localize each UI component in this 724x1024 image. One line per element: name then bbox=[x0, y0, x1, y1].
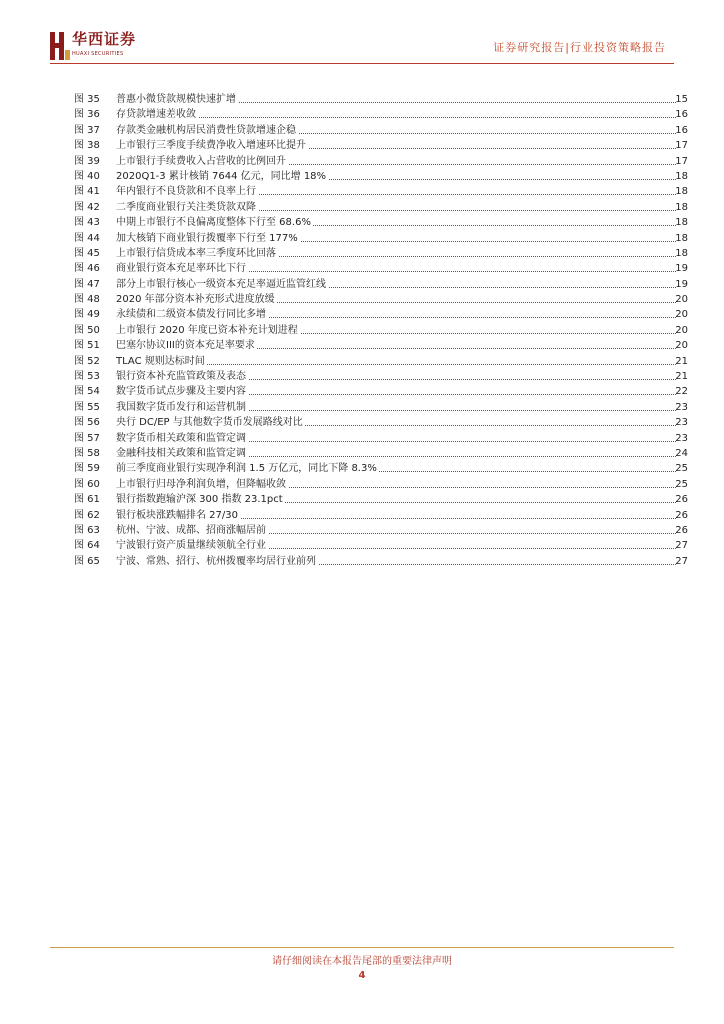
toc-entry[interactable] bbox=[74, 384, 688, 399]
toc-entry[interactable] bbox=[74, 261, 688, 276]
toc-figure-title-text: 二季度商业银行关注类贷款双降 bbox=[116, 201, 256, 213]
toc-figure-title-text: 上市银行信贷成本率三季度环比回落 bbox=[116, 247, 276, 259]
toc-figure-title bbox=[116, 354, 666, 369]
toc-figure-title bbox=[116, 246, 666, 261]
toc-figure-title bbox=[116, 338, 666, 353]
toc-entry[interactable] bbox=[74, 107, 688, 122]
toc-figure-title bbox=[116, 384, 666, 399]
toc-figure-title bbox=[116, 138, 666, 153]
toc-figure-title-text: 数字货币相关政策和监管定调 bbox=[116, 432, 246, 444]
toc-page-number: 26 bbox=[675, 524, 688, 536]
toc-figure-number: 图 38 bbox=[74, 140, 100, 152]
toc-figure-title bbox=[116, 307, 666, 322]
toc-figure-title-text: 上市银行手续费收入占营收的比例回升 bbox=[116, 155, 286, 167]
toc-entry[interactable] bbox=[74, 538, 688, 553]
toc-figure-title-text: 存贷款增速差收敛 bbox=[116, 109, 196, 121]
toc-entry[interactable] bbox=[74, 138, 688, 153]
toc-page-number: 20 bbox=[675, 309, 688, 321]
toc-page-number: 21 bbox=[675, 371, 688, 383]
toc-figure-title-text: 上市银行 2020 年度已资本补充计划进程 bbox=[116, 324, 298, 336]
toc-page-number: 27 bbox=[675, 555, 688, 567]
toc-page-number: 20 bbox=[675, 324, 688, 336]
toc-figure-title bbox=[116, 492, 666, 507]
toc-figure-title bbox=[116, 323, 666, 338]
toc-entry[interactable] bbox=[74, 369, 688, 384]
toc-figure-number: 图 62 bbox=[74, 509, 100, 521]
toc-figure-title-text: TLAC 规则达标时间 bbox=[116, 355, 205, 367]
toc-figure-title bbox=[116, 154, 666, 169]
toc-figure-title-text: 存款类金融机构居民消费性贷款增速企稳 bbox=[116, 124, 296, 136]
toc-figure-number: 图 58 bbox=[74, 447, 100, 459]
toc-entry[interactable] bbox=[74, 123, 688, 138]
toc-page-number: 21 bbox=[675, 355, 688, 367]
toc-entry[interactable] bbox=[74, 354, 688, 369]
toc-page-number: 23 bbox=[675, 417, 688, 429]
toc-figure-number: 图 37 bbox=[74, 124, 100, 136]
toc-figure-number: 图 45 bbox=[74, 247, 100, 259]
toc-figure-title bbox=[116, 107, 666, 122]
toc-figure-number: 图 63 bbox=[74, 524, 100, 536]
toc-figure-title-text: 宁波银行资产质量继续领航全行业 bbox=[116, 540, 266, 552]
toc-figure-title-text: 普惠小微贷款规模快速扩增 bbox=[116, 94, 236, 105]
toc-entry[interactable] bbox=[74, 307, 688, 322]
toc-figure-title-text: 永续债和二级资本债发行同比多增 bbox=[116, 309, 266, 321]
toc-page-number: 22 bbox=[675, 386, 688, 398]
toc-entry[interactable] bbox=[74, 323, 688, 338]
toc-entry[interactable] bbox=[74, 523, 688, 538]
legal-disclaimer: 请仔细阅读在本报告尾部的重要法律声明 bbox=[272, 956, 452, 967]
toc-entry[interactable] bbox=[74, 338, 688, 353]
toc-page-number: 20 bbox=[675, 294, 688, 306]
toc-figure-title-text: 前三季度商业银行实现净利润 1.5 万亿元，同比下降 8.3% bbox=[116, 463, 377, 475]
toc-page-number: 23 bbox=[675, 432, 688, 444]
toc-entry[interactable] bbox=[74, 400, 688, 415]
toc-figure-title bbox=[116, 554, 666, 569]
toc-figure-number: 图 65 bbox=[74, 555, 100, 567]
toc-figure-title bbox=[116, 538, 666, 553]
toc-page-number: 17 bbox=[675, 155, 688, 167]
toc-figure-title-text: 商业银行资本充足率环比下行 bbox=[116, 263, 246, 275]
toc-figure-title bbox=[116, 477, 666, 492]
toc-figure-title bbox=[116, 92, 666, 107]
toc-page-number: 23 bbox=[675, 401, 688, 413]
toc-figure-title-text: 巴塞尔协议III的资本充足率要求 bbox=[116, 340, 255, 352]
toc-entry[interactable] bbox=[74, 431, 688, 446]
toc-figure-number: 图 48 bbox=[74, 294, 100, 306]
toc-page-number: 15 bbox=[675, 94, 688, 105]
toc-page-number: 18 bbox=[675, 186, 688, 198]
toc-entry[interactable] bbox=[74, 92, 688, 107]
toc-figure-title bbox=[116, 184, 666, 199]
toc-page-number: 18 bbox=[675, 201, 688, 213]
toc-figure-title bbox=[116, 446, 666, 461]
toc-figure-number: 图 41 bbox=[74, 186, 100, 198]
toc-page-number: 27 bbox=[675, 540, 688, 552]
toc-figure-title bbox=[116, 231, 666, 246]
toc-figure-title-text: 上市银行三季度手续费净收入增速环比提升 bbox=[116, 140, 306, 152]
toc-figure-number: 图 55 bbox=[74, 401, 100, 413]
toc-figure-title-text: 上市银行归母净利润负增，但降幅收敛 bbox=[116, 478, 286, 490]
toc-page-number: 18 bbox=[675, 232, 688, 244]
toc-page-number: 18 bbox=[675, 170, 688, 182]
logo-chinese-name: 华西证券 bbox=[72, 30, 137, 48]
toc-entry[interactable] bbox=[74, 461, 688, 476]
toc-entry[interactable] bbox=[74, 169, 688, 184]
toc-page-number: 25 bbox=[675, 478, 688, 490]
page-header bbox=[0, 0, 724, 70]
toc-entry[interactable] bbox=[74, 154, 688, 169]
toc-page-number: 26 bbox=[675, 509, 688, 521]
toc-figure-number: 图 50 bbox=[74, 324, 100, 336]
toc-figure-number: 图 53 bbox=[74, 371, 100, 383]
toc-page-number: 26 bbox=[675, 494, 688, 506]
huaxi-logo-icon bbox=[50, 30, 70, 62]
toc-figure-title-text: 我国数字货币发行和运营机制 bbox=[116, 401, 246, 413]
toc-figure-title bbox=[116, 261, 666, 276]
toc-figure-title bbox=[116, 292, 666, 307]
toc-page-number: 16 bbox=[675, 124, 688, 136]
toc-figure-number: 图 57 bbox=[74, 432, 100, 444]
toc-page-number: 25 bbox=[675, 463, 688, 475]
toc-page-number: 24 bbox=[675, 447, 688, 459]
toc-figure-title-text: 中期上市银行不良偏离度整体下行至 68.6% bbox=[116, 217, 311, 229]
toc-figure-title-text: 2020 年部分资本补充形式进度放缓 bbox=[116, 294, 275, 306]
toc-entry[interactable] bbox=[74, 415, 688, 430]
toc-page-number: 16 bbox=[675, 109, 688, 121]
toc-figure-title bbox=[116, 523, 666, 538]
toc-figure-number: 图 49 bbox=[74, 309, 100, 321]
toc-figure-number: 图 42 bbox=[74, 201, 100, 213]
toc-page-number: 18 bbox=[675, 247, 688, 259]
toc-figure-number: 图 40 bbox=[74, 170, 100, 182]
logo-english-name: HUAXI SECURITIES bbox=[72, 51, 124, 57]
toc-figure-title bbox=[116, 415, 666, 430]
toc-figure-title-text: 银行指数跑输沪深 300 指数 23.1pct bbox=[116, 494, 283, 506]
toc-figure-number: 图 46 bbox=[74, 263, 100, 275]
toc-page-number: 17 bbox=[675, 140, 688, 152]
toc-figure-title bbox=[116, 461, 666, 476]
toc-entry[interactable] bbox=[74, 231, 688, 246]
toc-figure-number: 图 47 bbox=[74, 278, 100, 290]
toc-entry[interactable] bbox=[74, 492, 688, 507]
footer-divider bbox=[50, 947, 674, 948]
header-divider bbox=[50, 63, 674, 64]
toc-figure-number: 图 44 bbox=[74, 232, 100, 244]
report-type-label: 证券研究报告|行业投资策略报告 bbox=[493, 41, 666, 54]
toc-figure-title-text: 年内银行不良贷款和不良率上行 bbox=[116, 186, 256, 198]
toc-figure-title bbox=[116, 215, 666, 230]
toc-figure-title-text: 数字货币试点步骤及主要内容 bbox=[116, 386, 246, 398]
company-logo bbox=[50, 30, 160, 66]
toc-figure-title-text: 金融科技相关政策和监管定调 bbox=[116, 447, 246, 459]
toc-page-number: 19 bbox=[675, 263, 688, 275]
toc-figure-title bbox=[116, 200, 666, 215]
toc-figure-number: 图 54 bbox=[74, 386, 100, 398]
toc-figure-number: 图 51 bbox=[74, 340, 100, 352]
toc-figure-number: 图 56 bbox=[74, 417, 100, 429]
toc-entry[interactable] bbox=[74, 215, 688, 230]
toc-figure-title bbox=[116, 400, 666, 415]
toc-figure-title bbox=[116, 277, 666, 292]
toc-figure-title bbox=[116, 123, 666, 138]
toc-page-number: 19 bbox=[675, 278, 688, 290]
toc-entry[interactable] bbox=[74, 292, 688, 307]
toc-figure-title-text: 部分上市银行核心一级资本充足率逼近监管红线 bbox=[116, 278, 326, 290]
toc-entry[interactable] bbox=[74, 246, 688, 261]
toc-figure-title-text: 银行板块涨跌幅排名 27/30 bbox=[116, 509, 238, 521]
page-number: 4 bbox=[358, 970, 366, 981]
toc-entry[interactable] bbox=[74, 277, 688, 292]
toc-figure-number: 图 60 bbox=[74, 478, 100, 490]
toc-entry[interactable] bbox=[74, 446, 688, 461]
toc-figure-title bbox=[116, 508, 666, 523]
toc-figure-title-text: 加大核销下商业银行拨覆率下行至 177% bbox=[116, 232, 298, 244]
toc-figure-title-text: 银行资本补充监管政策及表态 bbox=[116, 371, 246, 383]
toc-figure-title-text: 宁波、常熟、招行、杭州拨覆率均居行业前列 bbox=[116, 555, 316, 567]
toc-figure-number: 图 35 bbox=[74, 94, 100, 105]
toc-entry[interactable] bbox=[74, 554, 688, 569]
toc-figure-title-text: 2020Q1-3 累计核销 7644 亿元，同比增 18% bbox=[116, 170, 327, 182]
toc-figure-title-text: 央行 DC/EP 与其他数字货币发展路线对比 bbox=[116, 417, 303, 429]
toc-figure-number: 图 64 bbox=[74, 540, 100, 552]
toc-figure-number: 图 39 bbox=[74, 155, 100, 167]
toc-entry[interactable] bbox=[74, 200, 688, 215]
toc-figure-number: 图 43 bbox=[74, 217, 100, 229]
toc-figure-number: 图 52 bbox=[74, 355, 100, 367]
toc-figure-number: 图 36 bbox=[74, 109, 100, 121]
toc-figure-title bbox=[116, 169, 666, 184]
toc-figure-title bbox=[116, 369, 666, 384]
toc-entry[interactable] bbox=[74, 184, 688, 199]
figure-table-of-contents bbox=[74, 92, 688, 569]
toc-entry[interactable] bbox=[74, 477, 688, 492]
toc-page-number: 20 bbox=[675, 340, 688, 352]
toc-figure-title bbox=[116, 431, 666, 446]
toc-page-number: 18 bbox=[675, 217, 688, 229]
toc-figure-title-text: 杭州、宁波、成都、招商涨幅居前 bbox=[116, 524, 266, 536]
toc-entry[interactable] bbox=[74, 508, 688, 523]
toc-figure-number: 图 61 bbox=[74, 494, 100, 506]
toc-figure-number: 图 59 bbox=[74, 463, 100, 475]
